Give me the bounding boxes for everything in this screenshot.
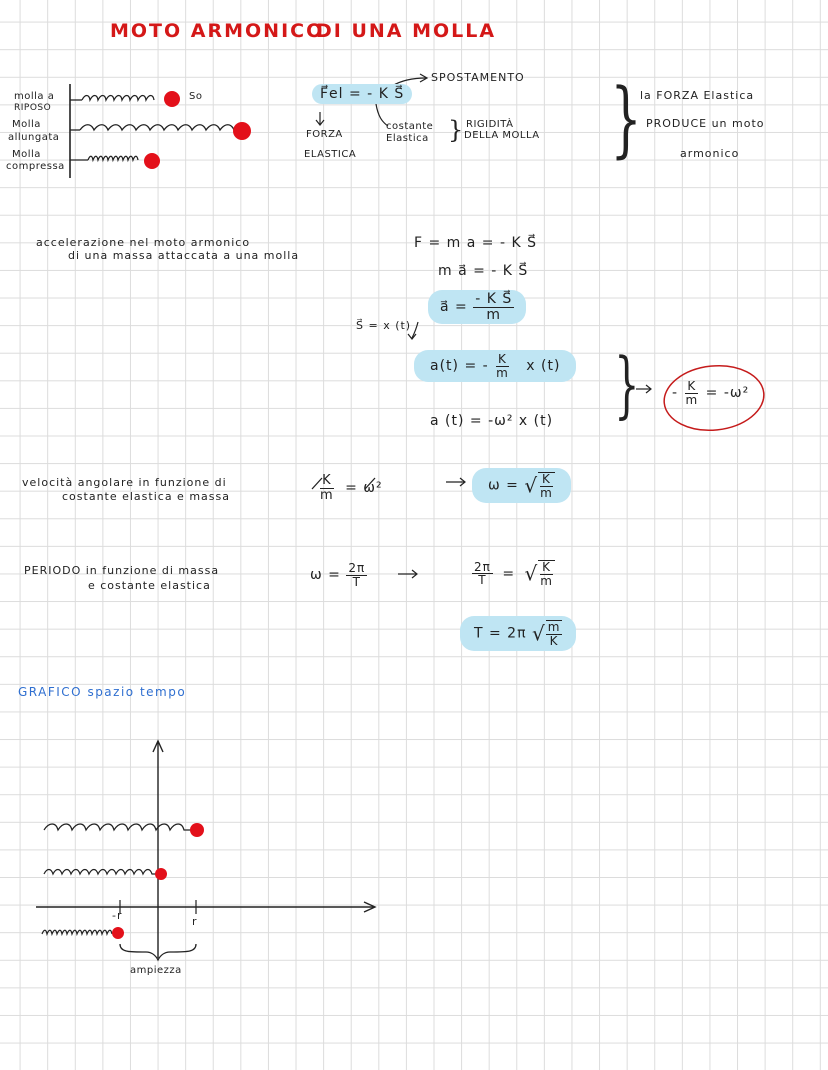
period-omega-num: 2π: [348, 561, 366, 575]
displacement-label: SPOSTAMENTO: [431, 71, 525, 84]
period-omega-eq: [310, 562, 367, 588]
graph-rest-mass: [155, 868, 167, 880]
graph-title: GRAFICO spazio tempo: [18, 685, 187, 699]
acc-eq-5: a (t) = -ω² x (t): [430, 413, 554, 429]
compressed-label-1: Molla: [12, 149, 41, 160]
period-eq-den: T: [478, 573, 487, 588]
period-result-left: T = 2π: [474, 625, 527, 642]
omega-sqrt-num: K: [542, 472, 551, 486]
force-label-1: FORZA: [306, 129, 343, 140]
period-eq-num: 2π: [474, 559, 491, 574]
acceleration-caption-2: di una massa attaccata a una molla: [68, 249, 300, 262]
omega-sqrt-den: m: [540, 485, 553, 500]
constant-brace: }: [448, 116, 464, 144]
omega-cancel-right: = ω²: [345, 480, 383, 497]
omega-caption-1: velocità angolare in funzione di: [22, 476, 227, 489]
rigidity-label-2: DELLA MOLLA: [464, 130, 540, 141]
force-label-2: ELASTICA: [304, 149, 357, 160]
omega-result-left: ω =: [488, 477, 519, 494]
graph-stretched-spring: [44, 824, 196, 830]
graph-pos-r: r: [192, 915, 198, 928]
acc-brace: }: [614, 342, 640, 426]
period-eq: [472, 560, 555, 587]
sqrt-icon: √: [524, 473, 539, 498]
period-omega-den: T: [352, 574, 361, 589]
omega-caption-2: costante elastica e massa: [62, 490, 230, 503]
period-eq-sqrt-num: K: [542, 560, 552, 574]
subst-label: S⃗ = x (t): [356, 319, 412, 332]
rest-spring: [70, 96, 154, 101]
summary-brace: }: [610, 72, 642, 167]
acc-eq-4-num: K: [498, 352, 507, 366]
acc-eq-2: m a⃗ = - K S⃗: [438, 263, 529, 279]
period-result-num: m: [547, 620, 561, 634]
stretched-mass: [233, 122, 251, 140]
graph-amplitude: ampiezza: [130, 965, 182, 976]
rest-mass: [164, 91, 180, 107]
acceleration-caption-1: accelerazione nel moto armonico: [36, 236, 251, 249]
acc-eq-4: [414, 350, 576, 382]
period-caption-2: e costante elastica: [88, 579, 211, 592]
summary-line-3: armonico: [680, 147, 740, 160]
graph-neg-r: -r: [112, 909, 123, 922]
acc-eq-3: [428, 290, 526, 324]
graph-compressed-spring: [42, 930, 112, 934]
period-caption-1: PERIODO in funzione di massa: [24, 564, 220, 577]
acc-result-num: K: [687, 379, 697, 393]
period-result-den: K: [549, 633, 559, 648]
acc-eq-4-frac: [494, 353, 511, 379]
period-result-frac: [546, 620, 563, 647]
rest-label-2: RIPOSO: [14, 103, 52, 113]
omega-sqrt-frac: [538, 472, 555, 499]
acc-eq-4-den: m: [496, 365, 509, 380]
constant-label-2: Elastica: [386, 133, 429, 144]
graph-compressed-mass: [112, 927, 124, 939]
period-eq-frac: [472, 561, 493, 587]
omega-cancel-eq: [318, 474, 383, 502]
acc-eq-4-right: x (t): [526, 358, 561, 375]
acc-eq-3-frac: [473, 292, 514, 322]
stretched-label-1: Molla: [12, 119, 41, 130]
sqrt-icon: √: [524, 561, 539, 586]
summary-line-1: la FORZA Elastica: [640, 89, 755, 102]
rigidity-label-1: RIGIDITÀ: [466, 119, 514, 130]
compressed-spring: [70, 156, 138, 160]
omega-cancel-frac: [318, 474, 336, 502]
period-omega-left: ω =: [310, 567, 341, 584]
period-eq-sqrt-frac: [538, 560, 555, 587]
acc-result-sign: -: [672, 385, 679, 402]
acc-result-frac: [684, 380, 701, 406]
graph-stretched-mass: [190, 823, 204, 837]
constant-label-1: costante: [386, 121, 434, 132]
page-title-left: MOTO ARMONICO: [110, 20, 325, 42]
page-title-right: DI UNA MOLLA: [316, 20, 497, 42]
acc-result-den: m: [685, 392, 699, 407]
stretched-label-2: allungata: [8, 132, 60, 143]
compressed-mass: [144, 153, 160, 169]
omega-cancel-num: K: [322, 473, 332, 488]
acc-eq-3-left: a⃗ =: [440, 299, 468, 316]
period-eq-sqrt-den: m: [540, 573, 553, 588]
acc-eq-3-den: m: [486, 306, 502, 323]
compressed-label-2: compressa: [6, 161, 65, 172]
omega-result: [472, 468, 571, 503]
rest-label-1: molla a: [14, 91, 55, 102]
acc-eq-4-left: a(t) = -: [430, 358, 489, 375]
rest-marker: So: [189, 91, 203, 102]
acc-eq-1: F = m a = - K S⃗: [414, 235, 538, 251]
stretched-spring: [70, 125, 234, 130]
period-omega-frac: [346, 562, 367, 588]
sqrt-icon: √: [531, 621, 546, 646]
acc-result-right: = -ω²: [705, 385, 750, 402]
acc-eq-3-num: - K S⃗: [475, 291, 513, 307]
graph-rest-spring: [44, 870, 160, 875]
acc-result: [672, 380, 749, 406]
period-result: [460, 616, 576, 651]
summary-line-2: PRODUCE un moto: [646, 117, 765, 130]
period-eq-mid: =: [502, 565, 516, 582]
hooke-formula: F⃗el = - K S⃗: [312, 84, 412, 104]
omega-cancel-den: m: [320, 487, 334, 503]
